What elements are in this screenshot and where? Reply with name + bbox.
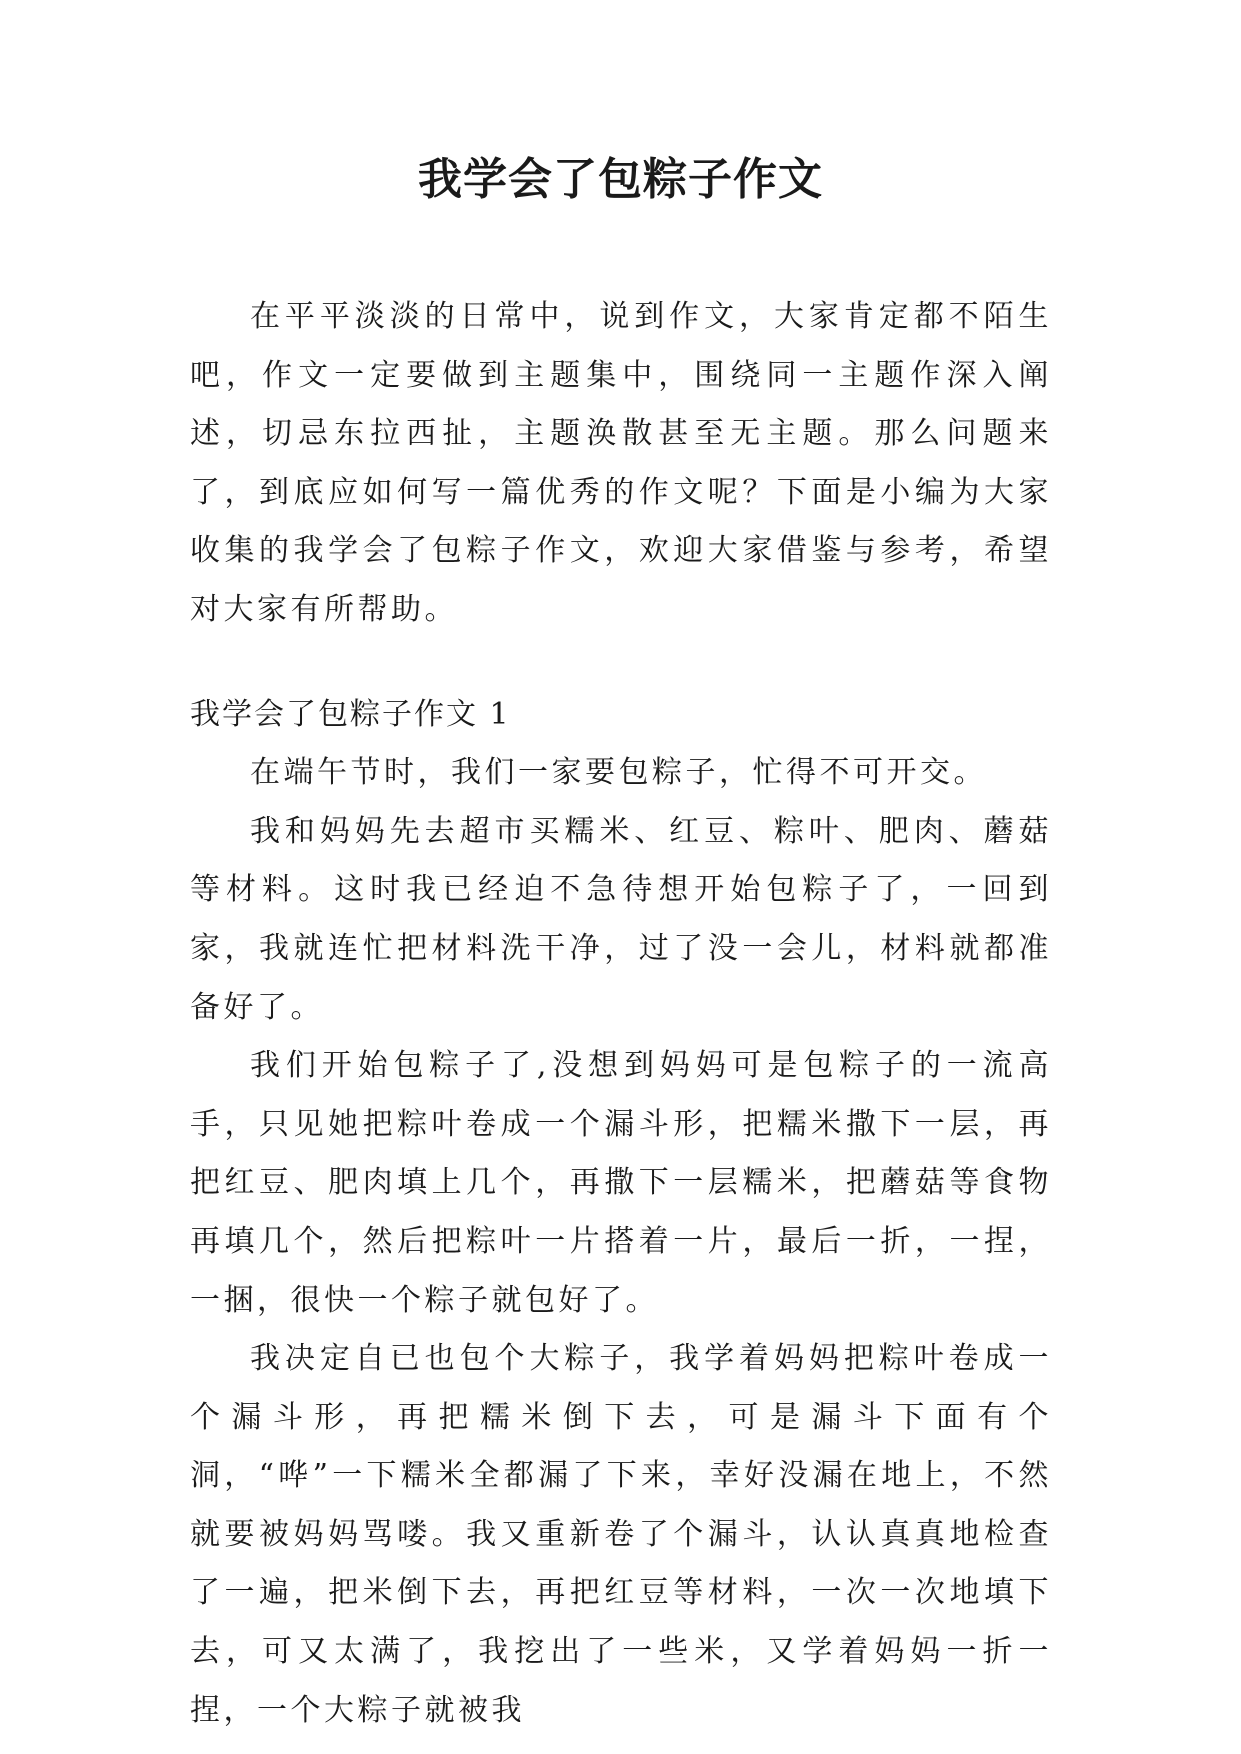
body-paragraph: 我和妈妈先去超市买糯米、红豆、粽叶、肥肉、蘑菇等材料。这时我已经迫不急待想开始包粽子了，一回到家，我就连忙把材料洗干净，过了没一会儿，材料就都准备好了。 [190,813,1052,1025]
document-body [190,288,1052,1740]
intro-paragraph: 在平平淡淡的日常中，说到作文，大家肯定都不陌生吧，作文一定要做到主题集中，围绕同一主题作深入阐述，切忌东拉西扯，主题涣散甚至无主题。那么问题来了，到底应如何写一篇优秀的作文呢？下面是小编为大家收集的我学会了包粽子作文，欢迎大家借鉴与参考，希望对大家有所帮助。 [190,299,1052,627]
body-paragraph: 我们开始包粽子了,没想到妈妈可是包粽子的一流高手，只见她把粽叶卷成一个漏斗形，把糯米撒下一层，再把红豆、肥肉填上几个，再撒下一层糯米，把蘑菇等食物再填几个，然后把粽叶一片搭着一片，最后一折，一捏，一捆，很快一个粽子就包好了。 [190,1048,1052,1318]
section-heading: 我学会了包粽子作文 1 [190,696,511,732]
document-title: 我学会了包粽子作文 [418,154,823,205]
body-paragraph: 在端午节时，我们一家要包粽子，忙得不可开交。 [250,755,987,791]
body-paragraph: 我决定自已也包个大粽子，我学着妈妈把粽叶卷成一个漏斗形，再把糯米倒下去，可是漏斗下面有个洞，“哗”一下糯米全都漏了下来，幸好没漏在地上，不然就要被妈妈骂喽。我又重新卷了个漏斗，认认真真地检查了一遍，把米倒下去，再把红豆等材料，一次一次地填下去，可又太满了，我挖出了一些米，又学着妈妈一折一捏，一个大粽子就被我 [190,1341,1052,1728]
